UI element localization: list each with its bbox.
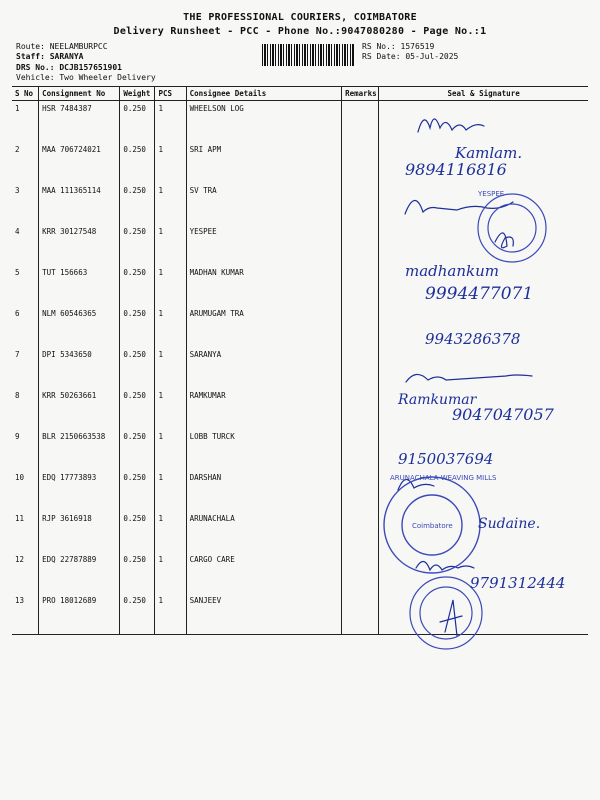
cell-remarks: [342, 593, 379, 635]
header-pcs: PCS: [155, 87, 186, 101]
cell-pcs: 1: [155, 347, 186, 388]
cell-signature: [379, 593, 588, 635]
rs-date-value: 05-Jul-2025: [405, 52, 459, 61]
cell-weight: 0.250: [120, 265, 155, 306]
cell-pcs: 1: [155, 470, 186, 511]
cell-sno: 8: [15, 391, 20, 400]
cell-pcs: 1: [155, 306, 186, 347]
handwriting-row11-name: Sudaine.: [478, 516, 541, 532]
rs-date-label: RS Date:: [362, 52, 401, 61]
table-row: [12, 224, 588, 265]
handwriting-row12-phone: 9791312444: [470, 574, 566, 592]
cell-details: CARGO CARE: [186, 552, 342, 593]
cell-remarks: [342, 347, 379, 388]
table-row: [12, 552, 588, 593]
cell-sno: 5: [15, 268, 20, 277]
cell-details: ARUMUGAM TRA: [186, 306, 342, 347]
cell-weight: 0.250: [120, 347, 155, 388]
cell-sno: 2: [15, 145, 20, 154]
cell-details: WHEELSON LOG: [186, 101, 342, 143]
staff-label: Staff:: [16, 52, 45, 61]
vehicle-value: Two Wheeler Delivery: [59, 73, 156, 82]
cell-pcs: 1: [155, 101, 186, 143]
drs-line: [16, 63, 122, 73]
cell-signature: [379, 265, 588, 306]
rs-no-value: 1576519: [400, 42, 435, 51]
rs-date-line: [362, 52, 458, 62]
cell-consignment: MAA 706724021: [39, 142, 120, 183]
table-row: [12, 470, 588, 511]
barcode-icon: [262, 44, 354, 66]
cell-details: MADHAN KUMAR: [186, 265, 342, 306]
cell-consignment: TUT 156663: [39, 265, 120, 306]
header-details: Consignee Details: [186, 87, 342, 101]
cell-details: ARUNACHALA: [186, 511, 342, 552]
cell-remarks: [342, 142, 379, 183]
cell-consignment: EDQ 22787889: [39, 552, 120, 593]
table-row: [12, 347, 588, 388]
table-row: [12, 101, 588, 143]
rs-no-label: RS No.:: [362, 42, 396, 51]
handwriting-row6-phone: 9943286378: [425, 330, 521, 348]
cell-signature: [379, 101, 588, 143]
cell-pcs: 1: [155, 593, 186, 635]
cell-weight: 0.250: [120, 429, 155, 470]
cell-signature: [379, 347, 588, 388]
cell-weight: 0.250: [120, 511, 155, 552]
cell-details: SRI APM: [186, 142, 342, 183]
handwriting-row8-phone: 9047047057: [452, 405, 554, 424]
header-sno: S No: [12, 87, 39, 101]
table-row: [12, 183, 588, 224]
stamp-arunachala-center: Coimbatore: [412, 522, 453, 530]
cell-signature: [379, 388, 588, 429]
cell-sno: 9: [15, 432, 20, 441]
cell-weight: 0.250: [120, 306, 155, 347]
cell-weight: 0.250: [120, 142, 155, 183]
cell-sno: 10: [15, 473, 25, 482]
table-row: [12, 388, 588, 429]
cell-pcs: 1: [155, 429, 186, 470]
cell-details: RAMKUMAR: [186, 388, 342, 429]
company-title: THE PROFESSIONAL COURIERS, COIMBATORE: [183, 12, 417, 23]
cell-pcs: 1: [155, 552, 186, 593]
cell-consignment: HSR 7484387: [39, 101, 120, 143]
cell-consignment: DPI 5343650: [39, 347, 120, 388]
cell-pcs: 1: [155, 224, 186, 265]
cell-weight: 0.250: [120, 552, 155, 593]
cell-pcs: 1: [155, 388, 186, 429]
staff-value: SARANYA: [49, 52, 84, 61]
vehicle-line: [16, 73, 156, 83]
cell-pcs: 1: [155, 142, 186, 183]
route-line: [16, 42, 108, 52]
header-consignment: Consignment No: [39, 87, 120, 101]
handwriting-row9-phone: 9150037694: [398, 450, 494, 468]
cell-details: YESPEE: [186, 224, 342, 265]
cell-weight: 0.250: [120, 388, 155, 429]
route-label: Route:: [16, 42, 45, 51]
cell-sno: 13: [12, 593, 39, 635]
cell-signature: [379, 511, 588, 552]
handwriting-row2-name: Kamlam.: [455, 144, 523, 162]
table-row: [12, 142, 588, 183]
cell-signature: [379, 183, 588, 224]
handwriting-row2-phone: 9894116816: [405, 160, 507, 179]
cell-consignment: RJP 3616918: [39, 511, 120, 552]
cell-details: SARANYA: [186, 347, 342, 388]
cell-signature: [379, 142, 588, 183]
cell-pcs: 1: [155, 265, 186, 306]
table-row: [12, 511, 588, 552]
cell-consignment: EDQ 17773893: [39, 470, 120, 511]
cell-sno: 7: [15, 350, 20, 359]
cell-pcs: 1: [155, 511, 186, 552]
cell-remarks: [342, 101, 379, 143]
table-row: [12, 306, 588, 347]
cell-remarks: [342, 511, 379, 552]
stamp-yespee-text: YESPEE: [478, 190, 505, 198]
cell-sno: 12: [15, 555, 25, 564]
cell-remarks: [342, 388, 379, 429]
cell-remarks: [342, 552, 379, 593]
drs-label: DRS No.:: [16, 63, 55, 72]
cell-sno: 1: [15, 104, 20, 113]
drs-value: DCJB157651901: [59, 63, 122, 72]
table-header-row: [12, 87, 588, 101]
stamp-arunachala-text: ARUNACHALA WEAVING MILLS: [390, 474, 497, 482]
cell-sno: 3: [15, 186, 20, 195]
cell-details: LOBB TURCK: [186, 429, 342, 470]
cell-weight: 0.250: [120, 470, 155, 511]
cell-signature: [379, 306, 588, 347]
cell-sno: 6: [15, 309, 20, 318]
cell-consignment: KRR 30127548: [39, 224, 120, 265]
handwriting-row5-name: madhankum: [405, 262, 500, 280]
cell-details: SANJEEV: [186, 593, 342, 635]
table-row: [12, 593, 588, 635]
handwriting-row5-phone: 9994477071: [425, 284, 534, 304]
table-row: [12, 429, 588, 470]
cell-weight: 0.250: [120, 593, 155, 635]
cell-consignment: KRR 50263661: [39, 388, 120, 429]
cell-remarks: [342, 183, 379, 224]
cell-weight: 0.250: [120, 101, 155, 143]
cell-signature: [379, 552, 588, 593]
cell-sno: 11: [15, 514, 25, 523]
header-weight: Weight: [120, 87, 155, 101]
cell-signature: [379, 224, 588, 265]
header-remarks: Remarks: [342, 87, 379, 101]
cell-remarks: [342, 306, 379, 347]
cell-signature: [379, 470, 588, 511]
table-row: [12, 265, 588, 306]
rs-no-line: [362, 42, 434, 52]
cell-consignment: MAA 111365114: [39, 183, 120, 224]
runsheet-table: [12, 86, 588, 635]
header-signature: Seal & Signature: [379, 87, 588, 101]
staff-line: [16, 52, 83, 62]
cell-weight: 0.250: [120, 224, 155, 265]
vehicle-label: Vehicle:: [16, 73, 55, 82]
cell-remarks: [342, 470, 379, 511]
cell-pcs: 1: [155, 183, 186, 224]
runsheet-subtitle: Delivery Runsheet - PCC - Phone No.:9047080280 - Page No.:1: [113, 26, 487, 37]
cell-consignment: BLR 2150663538: [39, 429, 120, 470]
cell-sno: 4: [15, 227, 20, 236]
cell-remarks: [342, 265, 379, 306]
cell-consignment: NLM 60546365: [39, 306, 120, 347]
cell-consignment: PRO 18012689: [39, 593, 120, 635]
cell-details: SV TRA: [186, 183, 342, 224]
handwriting-row8-name: Ramkumar: [398, 392, 477, 408]
cell-details: DARSHAN: [186, 470, 342, 511]
route-value: NEELAMBURPCC: [49, 42, 108, 51]
cell-remarks: [342, 224, 379, 265]
cell-weight: 0.250: [120, 183, 155, 224]
cell-signature: [379, 429, 588, 470]
cell-remarks: [342, 429, 379, 470]
